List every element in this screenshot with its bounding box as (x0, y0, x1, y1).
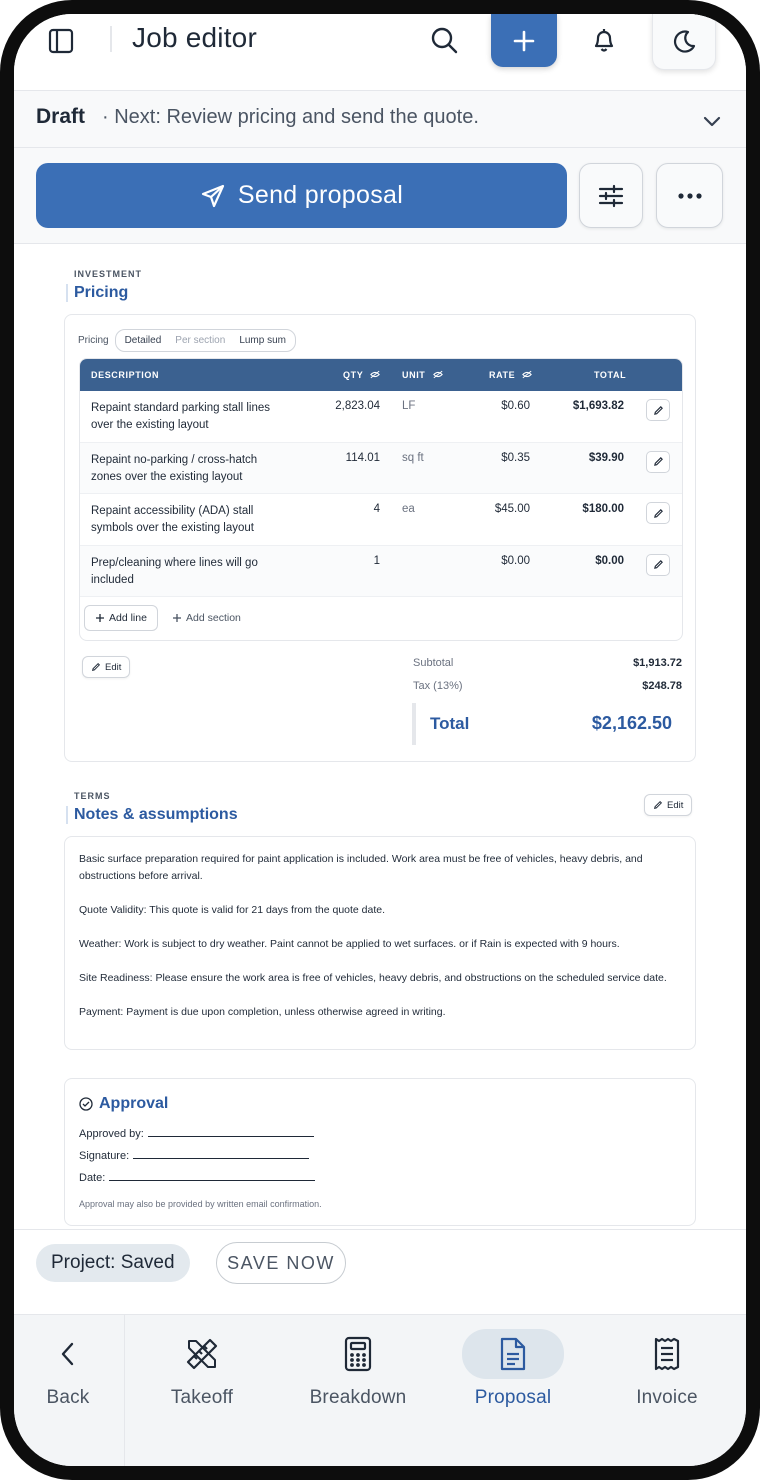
pencil-icon (653, 559, 664, 570)
pencil-icon (91, 662, 101, 672)
nav-invoice-label: Invoice (636, 1387, 698, 1408)
screen (14, 14, 746, 1466)
sidebar-toggle-button[interactable] (40, 20, 82, 62)
pricing-section-label: INVESTMENT (74, 269, 143, 279)
receipt-icon (652, 1336, 682, 1372)
nav-divider (124, 1315, 125, 1466)
approval-note: Approval may also be provided by written email confirmation. (79, 1199, 322, 1209)
pricing-title: Pricing (66, 284, 128, 302)
pricing-edit-label: Edit (105, 661, 122, 673)
send-proposal-button[interactable] (36, 163, 567, 228)
more-horizontal-icon (677, 192, 703, 200)
col-qty[interactable] (343, 370, 380, 380)
nav-back-label: Back (46, 1387, 90, 1408)
notes-card (64, 836, 696, 1050)
nav-takeoff-label: Takeoff (170, 1387, 234, 1408)
table-row (80, 494, 682, 546)
ruler-pencil-icon (184, 1336, 220, 1372)
add-section-label: Add section (186, 612, 241, 624)
signature-rule (133, 1149, 309, 1159)
terms-edit-label: Edit (667, 799, 684, 811)
approved-by-label: Approved by: (79, 1128, 144, 1140)
pricing-table (79, 358, 683, 641)
row-qty: 1 (373, 554, 380, 567)
subtotal-label: Subtotal (413, 657, 454, 669)
note-paragraph: Weather: Work is subject to dry weather. Paint cannot be applied to wet surfaces. or if Rain is expected with 9 hours. (79, 938, 620, 950)
header-divider (110, 26, 112, 52)
nav-breakdown-icon-wrap (343, 1329, 373, 1379)
grand-total (412, 703, 684, 745)
add-section-button[interactable] (172, 605, 241, 631)
theme-toggle-button[interactable] (652, 14, 716, 70)
sliders-icon (597, 182, 625, 210)
mode-lump-sum[interactable]: Lump sum (239, 335, 286, 346)
nav-takeoff-icon-wrap (184, 1329, 220, 1379)
subtotal-value: $1,913.72 (633, 657, 682, 669)
col-rate-label: RATE (489, 370, 516, 380)
terms-section-label: TERMS (74, 791, 111, 801)
row-qty: 114.01 (345, 451, 380, 464)
row-edit-button[interactable] (646, 554, 670, 576)
save-status-badge: Project: Saved (36, 1244, 190, 1282)
eye-off-icon (522, 370, 532, 379)
search-button[interactable] (422, 18, 466, 62)
page-title: Job editor (132, 22, 257, 53)
pricing-edit-button[interactable] (82, 656, 130, 678)
tax-value: $248.78 (642, 680, 682, 692)
nav-breakdown-label: Breakdown (309, 1387, 407, 1408)
total-value: $2,162.50 (591, 713, 672, 733)
row-description: Repaint no-parking / cross-hatch zones over the existing layout (91, 453, 258, 483)
signature-label: Signature: (79, 1150, 130, 1162)
approval-heading (79, 1095, 168, 1113)
status-bar[interactable] (14, 90, 746, 148)
plus-icon (512, 29, 536, 53)
note-paragraph: Basic surface preparation required for paint application is included. Work area must be free of vehicles, heavy debris, and obstructions before arrival. (79, 853, 643, 882)
chevron-left-icon (55, 1340, 81, 1368)
col-unit[interactable] (402, 370, 443, 380)
add-button[interactable] (491, 14, 557, 67)
nav-proposal-icon-wrap (462, 1329, 564, 1379)
more-options-button[interactable] (656, 163, 723, 228)
send-icon (200, 183, 226, 209)
notifications-button[interactable] (582, 18, 626, 62)
col-unit-label: UNIT (402, 370, 426, 380)
eye-off-icon (370, 370, 380, 379)
row-qty: 4 (373, 503, 380, 515)
row-rate: $0.35 (501, 451, 530, 464)
pricing-mode-segmented (115, 329, 296, 352)
row-description: Prep/cleaning where lines will go included (91, 556, 258, 586)
table-header (80, 359, 682, 391)
status-next-step: · Next: Review pricing and send the quote. (102, 106, 479, 128)
pencil-icon (653, 456, 664, 467)
search-icon (430, 26, 458, 54)
date-label: Date: (79, 1172, 106, 1184)
eye-off-icon (433, 370, 443, 379)
row-edit-button[interactable] (646, 451, 670, 473)
nav-takeoff[interactable] (152, 1329, 252, 1419)
total-label: Total (430, 714, 470, 733)
row-unit: ea (402, 503, 415, 515)
nav-proposal-label: Proposal (474, 1387, 552, 1408)
plus-icon (95, 613, 105, 623)
calculator-icon (343, 1336, 373, 1372)
approved-by-line[interactable] (79, 1127, 314, 1140)
approval-card (64, 1078, 696, 1226)
tax-label: Tax (13%) (413, 680, 463, 692)
bottom-navigation (14, 1314, 746, 1466)
note-paragraph: Payment: Payment is due upon completion, unless otherwise agreed in writing. (79, 1006, 446, 1018)
table-row (80, 443, 682, 495)
row-unit: sq ft (402, 451, 424, 464)
row-rate: $0.00 (501, 554, 530, 567)
terms-title: Notes & assumptions (66, 806, 238, 824)
bell-icon (590, 26, 618, 54)
document-icon (498, 1336, 528, 1372)
col-total: TOTAL (594, 370, 627, 380)
table-row (80, 546, 682, 598)
col-description: DESCRIPTION (91, 370, 160, 380)
row-description: Repaint accessibility (ADA) stall symbols over the existing layout (91, 505, 254, 534)
row-total: $1,693.82 (572, 400, 624, 412)
mode-detailed[interactable]: Detailed (124, 335, 162, 346)
nav-back[interactable] (28, 1329, 108, 1419)
settings-button[interactable] (579, 163, 643, 228)
pencil-icon (653, 405, 664, 416)
table-row (80, 391, 682, 443)
moon-icon (670, 28, 698, 56)
pencil-icon (653, 800, 663, 810)
row-description: Repaint standard parking stall lines over the existing layout (91, 402, 270, 431)
pricing-mode-selector (78, 329, 296, 352)
nav-invoice[interactable] (620, 1329, 714, 1419)
note-paragraph: Site Readiness: Please ensure the work area is free of vehicles, heavy debris, and obstructions on the scheduled service date. (79, 972, 667, 984)
top-header (14, 14, 746, 90)
chevron-down-icon[interactable] (700, 109, 724, 133)
approval-title: Approval (99, 1095, 169, 1112)
plus-icon (172, 613, 182, 623)
nav-invoice-icon-wrap (652, 1329, 682, 1379)
terms-edit-button[interactable] (644, 794, 692, 816)
add-line-label: Add line (109, 612, 147, 624)
nav-breakdown[interactable] (298, 1329, 418, 1419)
nav-back-icon-wrap (55, 1329, 81, 1379)
date-rule (109, 1171, 315, 1181)
row-qty: 2,823.04 (335, 400, 380, 412)
date-line[interactable] (79, 1171, 315, 1184)
nav-proposal[interactable] (462, 1329, 564, 1419)
row-rate: $45.00 (494, 503, 530, 515)
mode-per-section[interactable]: Per section (175, 335, 226, 346)
save-bar (14, 1229, 746, 1314)
row-rate: $0.60 (501, 400, 530, 412)
col-rate[interactable] (489, 370, 532, 380)
add-line-button[interactable] (84, 605, 158, 631)
row-total: $180.00 (582, 503, 624, 515)
proposal-content[interactable] (14, 244, 746, 1229)
row-total: $0.00 (595, 554, 624, 567)
note-paragraph: Quote Validity: This quote is valid for 21 days from the quote date. (79, 904, 386, 916)
row-edit-button[interactable] (646, 502, 670, 524)
pencil-icon (653, 508, 664, 519)
col-qty-label: QTY (343, 370, 364, 380)
sidebar-icon (47, 27, 75, 55)
check-circle-icon (79, 1097, 93, 1111)
pricing-mode-label: Pricing (78, 335, 109, 346)
table-footer (80, 597, 682, 640)
approved-by-rule (148, 1127, 314, 1137)
row-edit-button[interactable] (646, 399, 670, 421)
save-now-button[interactable]: SAVE NOW (216, 1242, 346, 1284)
row-total: $39.90 (588, 451, 624, 464)
send-proposal-label: Send proposal (237, 181, 404, 209)
row-unit: LF (402, 400, 416, 412)
status-state: Draft (36, 105, 86, 128)
pricing-card (64, 314, 696, 762)
action-row (14, 148, 746, 244)
signature-line[interactable] (79, 1149, 309, 1162)
